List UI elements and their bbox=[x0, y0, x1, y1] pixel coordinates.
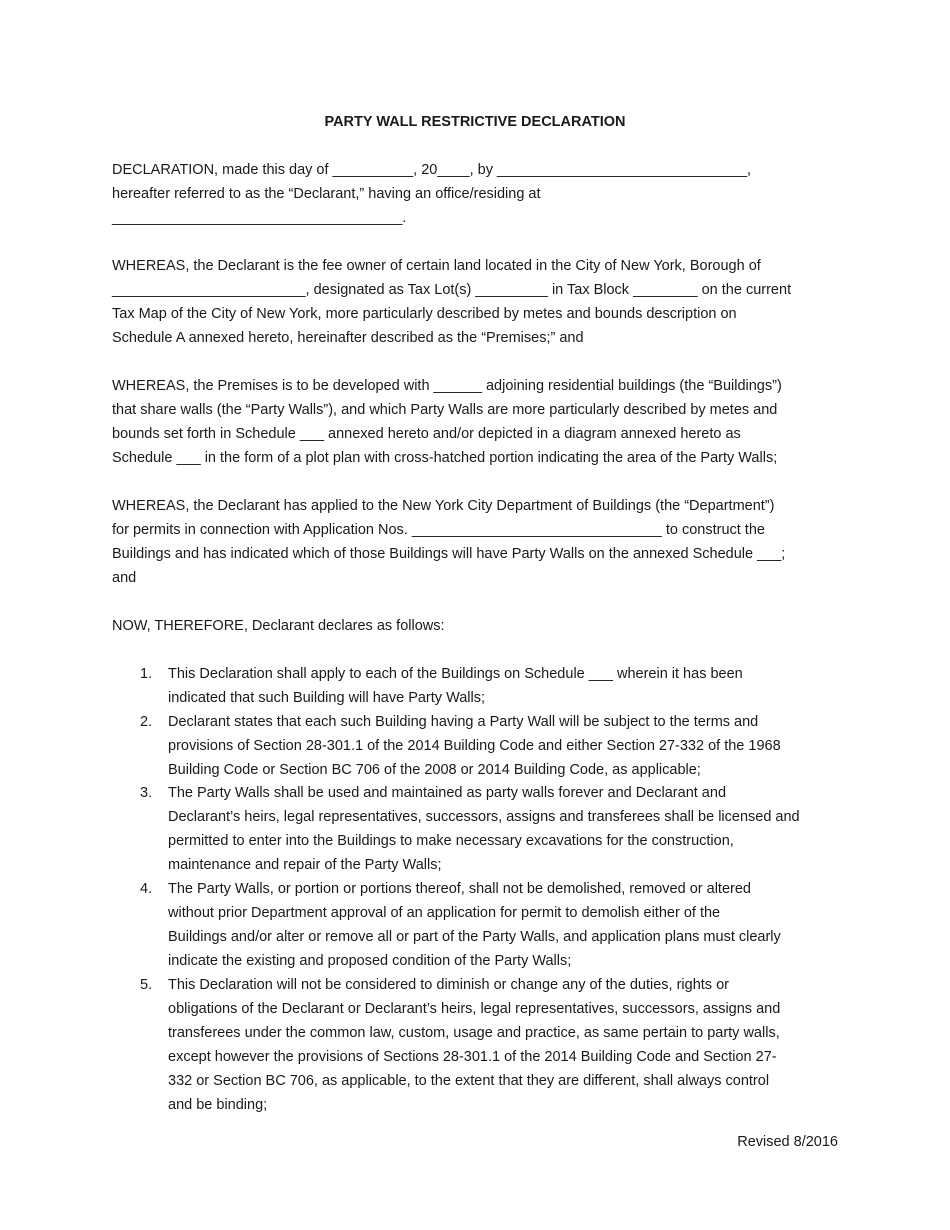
text-line: Declarant’s heirs, legal representatives, successors, assigns and transferees shall be licensed and bbox=[168, 809, 800, 825]
text-line: indicate the existing and proposed condition of the Party Walls; bbox=[168, 953, 572, 969]
text-line: Tax Map of the City of New York, more particularly described by metes and bounds description on bbox=[112, 306, 737, 322]
text-line: transferees under the common law, custom, usage and practice, as same pertain to party walls, bbox=[168, 1025, 780, 1041]
list-number: 2. bbox=[140, 714, 153, 730]
text-line: The Party Walls, or portion or portions thereof, shall not be demolished, removed or altered bbox=[168, 881, 751, 897]
text-line: WHEREAS, the Declarant has applied to the New York City Department of Buildings (the “Department”) bbox=[112, 498, 775, 514]
text-line: bounds set forth in Schedule ___ annexed hereto and/or depicted in a diagram annexed hereto as bbox=[112, 426, 741, 442]
text-line: provisions of Section 28-301.1 of the 2014 Building Code and either Section 27-332 of the 1968 bbox=[168, 738, 781, 754]
now-therefore-paragraph bbox=[112, 614, 842, 638]
whereas-paragraph-3 bbox=[112, 494, 842, 590]
whereas-paragraph-1 bbox=[112, 254, 842, 350]
text-line: WHEREAS, the Declarant is the fee owner of certain land located in the City of New York, Borough of bbox=[112, 258, 761, 274]
text-line: obligations of the Declarant or Declarant’s heirs, legal representatives, successors, assigns and bbox=[168, 1001, 781, 1017]
list-number: 4. bbox=[140, 881, 153, 897]
text-line: maintenance and repair of the Party Walls; bbox=[168, 857, 442, 873]
text-line: hereafter referred to as the “Declarant,” having an office/residing at bbox=[112, 186, 541, 202]
text-line: Declarant states that each such Building having a Party Wall will be subject to the terms and bbox=[168, 714, 759, 730]
revision-footer: Revised 8/2016 bbox=[737, 1134, 838, 1150]
text-line: and bbox=[112, 570, 137, 586]
text-line: This Declaration shall apply to each of the Buildings on Schedule ___ wherein it has been bbox=[168, 666, 743, 682]
document-title: PARTY WALL RESTRICTIVE DECLARATION bbox=[324, 114, 626, 130]
list-number: 5. bbox=[140, 977, 153, 993]
list-number: 1. bbox=[140, 666, 153, 682]
text-line: and be binding; bbox=[168, 1097, 268, 1113]
text-line: ____________________________________. bbox=[112, 210, 407, 226]
text-line: without prior Department approval of an application for permit to demolish either of the bbox=[168, 905, 721, 921]
text-line: ________________________, designated as Tax Lot(s) _________ in Tax Block ________ on the current bbox=[112, 282, 792, 298]
text-line: Schedule A annexed hereto, hereinafter described as the “Premises;” and bbox=[112, 330, 584, 346]
text-line: for permits in connection with Application Nos. _______________________________ to construct the bbox=[112, 522, 765, 538]
text-line: NOW, THEREFORE, Declarant declares as follows: bbox=[112, 618, 445, 634]
text-line: Schedule ___ in the form of a plot plan with cross-hatched portion indicating the area of the Party Walls; bbox=[112, 450, 778, 466]
text-line: Buildings and has indicated which of those Buildings will have Party Walls on the annexed Schedule ___; bbox=[112, 546, 786, 562]
list-number: 3. bbox=[140, 785, 153, 801]
text-line: This Declaration will not be considered to diminish or change any of the duties, rights or bbox=[168, 977, 729, 993]
whereas-paragraph-2 bbox=[112, 374, 842, 470]
text-line: The Party Walls shall be used and maintained as party walls forever and Declarant and bbox=[168, 785, 727, 801]
text-line: except however the provisions of Sections 28-301.1 of the 2014 Building Code and Section 27- bbox=[168, 1049, 777, 1065]
text-line: permitted to enter into the Buildings to make necessary excavations for the construction, bbox=[168, 833, 734, 849]
declaration-paragraph bbox=[112, 158, 842, 230]
text-line: 332 or Section BC 706, as applicable, to the extent that they are different, shall always control bbox=[168, 1073, 770, 1089]
text-line: Building Code or Section BC 706 of the 2008 or 2014 Building Code, as applicable; bbox=[168, 762, 701, 778]
text-line: WHEREAS, the Premises is to be developed with ______ adjoining residential buildings (the “Buildings”) bbox=[112, 378, 782, 394]
text-line: DECLARATION, made this day of __________, 20____, by _______________________________, bbox=[112, 162, 752, 178]
text-line: Buildings and/or alter or remove all or part of the Party Walls, and application plans must clearly bbox=[168, 929, 781, 945]
text-line: indicated that such Building will have Party Walls; bbox=[168, 690, 486, 706]
text-line: that share walls (the “Party Walls”), and which Party Walls are more particularly described by metes and bbox=[112, 402, 778, 418]
